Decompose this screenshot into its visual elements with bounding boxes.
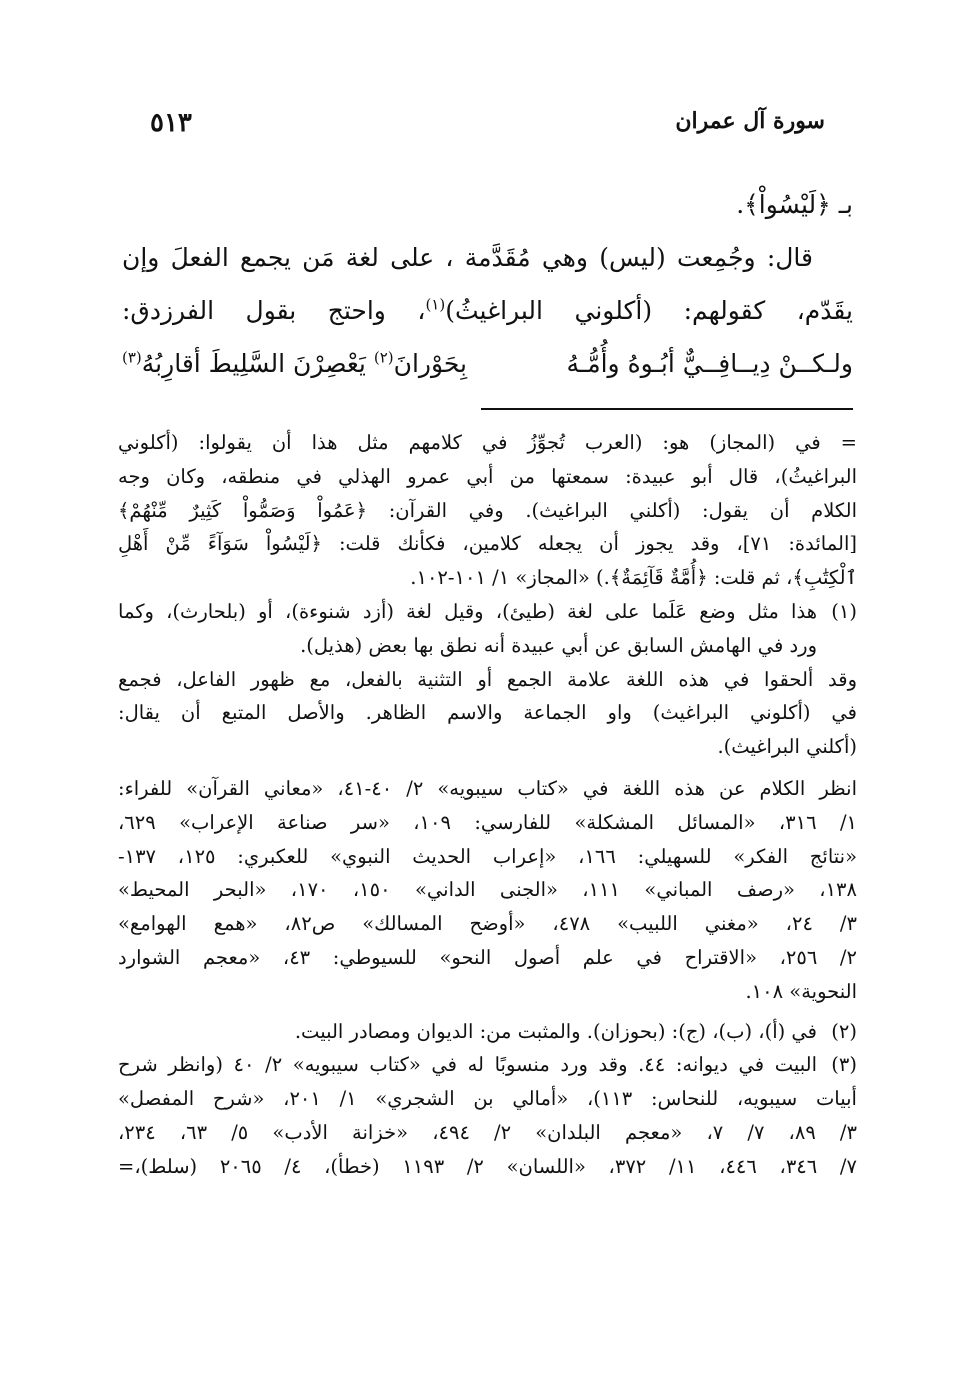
poetry-verse	[122, 337, 853, 390]
verse-second-part-b: يَعْصِرْنَ السَّلِيطَ أقارِبُهُ	[141, 349, 374, 378]
footnote-1-line: ورد في الهامش السابق عن أبي عبيدة أنه نطق بها بعض (هذيل).	[300, 633, 817, 657]
footnote-2-number: (٢)	[831, 1019, 857, 1043]
footnote-3-line: البيت في ديوانه: ٤٤. وقد ورد منسوبًا له في «كتاب سيبويه» ٢/ ٤٠ (وانظر شرح	[118, 1053, 817, 1077]
footnote-separator	[481, 408, 853, 410]
footnote-2-line: في (أ)، (ب)، (ج): (بحوزان). والمثبت من: الديوان ومصادر البيت.	[294, 1019, 817, 1043]
footnote-3-line: ٧/ ٣٤٦، ٤٤٦، ١١/ ٣٧٢، «اللسان» ٢/ ١١٩٣ (خطأ)، ٤/ ٢٠٦٥ (سلط)،=	[118, 1154, 857, 1178]
footnote-3-line: ٣/ ٨٩، ٧/ ٧، «معجم البلدان» ٢/ ٤٩٤، «خزانة الأدب» ٥/ ٦٣، ٢٣٤،	[118, 1120, 857, 1144]
footnote-1-line: النحوية» ١٠٨.	[745, 979, 857, 1003]
footnote-1-line: «نتائج الفكر» للسهيلي: ١٦٦، «إعراب الحديث النبوي» للعكبري: ١٢٥، ١٣٧-	[118, 844, 857, 868]
footnote-cont-line: [المائدة: ٧١]، وقد يجوز أن يجعله كلامين، فكأنك قلت: ﴿لَيْسُواْ سَوَآءً مِّنْ أَهْلِ	[118, 532, 857, 556]
footnote-cont-line: ٱلْكِتَٰبِ﴾، ثم قلت: ﴿أُمَّةٌ قَآئِمَةٌ﴾.) «المجاز» ١/ ١٠١-١٠٢.	[410, 566, 857, 590]
verse-first-hemistich: ولـكــنْ دِيــافِــيٌّ أبُـوهُ وأُمُّـهُ	[566, 349, 853, 378]
footnote-cont-line: = في (المجاز) هو: (العرب تُجوِّزُ في كلامهم مثل هذا أن يقولوا: (أكلوني	[118, 431, 857, 454]
footnote-1-line: ٣/ ٢٤، «مغني اللبيب» ٤٧٨، «أوضح المسالك» ص٨٢، «همع الهوامع»	[118, 912, 857, 936]
footnote-3	[118, 1048, 857, 1183]
footnote-1-line: ٢/ ٢٥٦، «الاقتراح في علم أصول النحو» للسيوطي: ٤٣، «معجم الشوارد	[118, 945, 857, 969]
verse-second-part-a: بِحَوْرانَ	[393, 349, 468, 378]
footnote-cont-line: البراغيثُ)، قال أبو عبيدة: سمعتها من أبي عمرو الهذلي في منطقه، وكان وجه	[118, 464, 857, 488]
main-line-3	[122, 284, 853, 337]
footnote-1-line: انظر الكلام عن هذه اللغة في «كتاب سيبويه» ٢/ ٤٠-٤١، «معاني القرآن» للفراء:	[118, 776, 857, 800]
footnote-3-line: أبيات سيبويه، للنحاس: ١١٣)، «أمالي بن الشجري» ١/ ٢٠١، «شرح المفصل»	[118, 1087, 857, 1111]
main-line-1: بـ ﴿لَيْسُواْ﴾.	[736, 190, 853, 219]
surah-title: سورة آل عمران	[675, 108, 825, 134]
footnote-3-number: (٣)	[831, 1053, 857, 1077]
main-line-3-part-b: ، واحتج بقول الفرزدق:	[122, 296, 426, 325]
footnote-ref-3: (٣)	[122, 348, 142, 367]
footnote-1-line: وقد ألحقوا في هذه اللغة علامة الجمع أو التثنية بالفعل، مع ظهور الفاعل، فجمع	[118, 667, 857, 691]
footnote-1-line: هذا مثل وضع عَلَما على لغة (طيئ)، وقيل لغة (أزد شنوءة)، أو (بلحارث)، وكما	[118, 599, 817, 623]
footnote-1-line: ١٣٨، «رصف المباني» ١١١، «الجنى الداني» ١٥٠، ١٧٠، «البحر المحيط»	[118, 878, 857, 902]
main-text	[122, 178, 853, 390]
verse-second-hemistich	[122, 337, 467, 390]
footnote-ref-2: (٢)	[373, 348, 394, 367]
footnote-1	[118, 595, 857, 1009]
page-number: ٥١٣	[150, 108, 192, 138]
footnote-1-line: (أكلني البراغيث).	[717, 735, 857, 759]
footnote-ref-1: (١)	[425, 295, 446, 314]
footnote-1-line: في (أكلوني البراغيث) واو الجماعة والاسم الظاهر. والأصل المتبع أن يقال:	[118, 701, 857, 725]
footnote-2	[118, 1015, 857, 1049]
main-line-3-part-a: يقَدّم، كقولهم: (أكلوني البراغيثُ)	[445, 296, 854, 325]
main-line-2: قال: وجُمِعت (ليس) وهي مُقَدَّمة ، على لغة مَن يجمع الفعلَ وإن	[122, 243, 813, 272]
footnotes	[118, 426, 857, 1184]
footnote-cont-line: الكلام أن يقول: (أكلني البراغيث). وفي القرآن: ﴿عَمُواْ وَصَمُّواْ كَثِيرٌ مِّنْهُمْ﴾	[118, 498, 857, 522]
footnote-1-number: (١)	[831, 599, 857, 623]
running-header	[150, 108, 825, 148]
footnote-1-line: ١/ ٣١٦، «المسائل المشكلة» للفارسي: ١٠٩، «سر صناعة الإعراب» ٦٢٩،	[118, 810, 857, 834]
